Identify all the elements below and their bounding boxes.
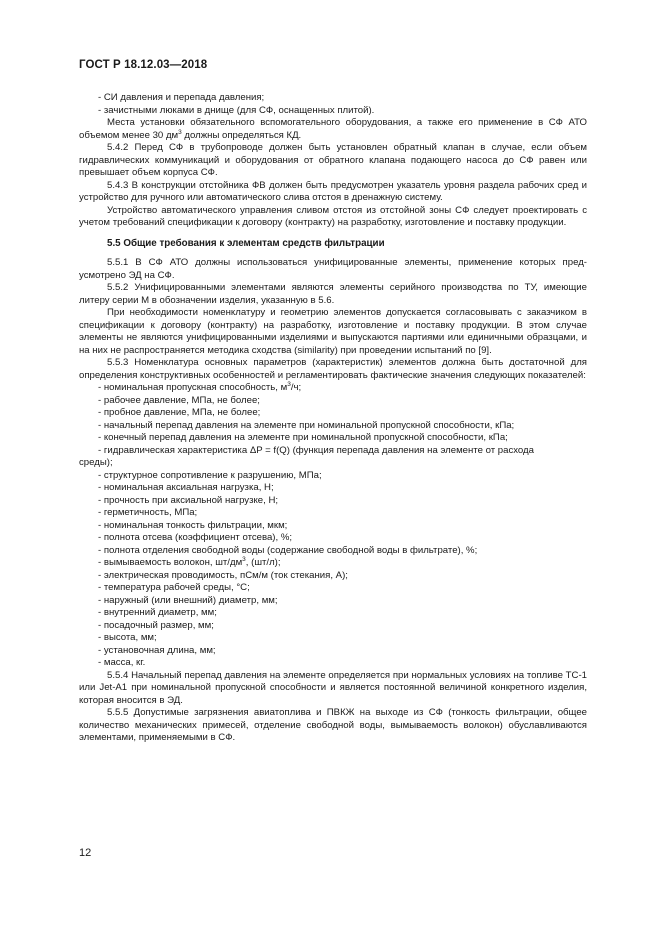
paragraph: Места установки обязательного вспомогательного оборудования, а также его применение в СФ АТО объемом менее 30 $дм^3$ должны определяться КД. xyxy=(79,117,587,141)
list-item: - зачистными люками в днище (для СФ, оснащенных плитой). xyxy=(98,104,375,116)
paragraph-5-5-5: 5.5.5 Допустимые загрязнения авиатоплива и ПВКЖ на выходе из СФ (тонкость фильтрации, общее количество механических примесей, отделение свободной воды, вымываемость волокон) обуславливаются элементами, применяемыми в СФ. xyxy=(79,707,587,743)
document-body xyxy=(79,92,587,745)
list-item: - СИ давления и перепада давления; xyxy=(98,92,265,103)
list-item: - температура рабочей среды, °С; xyxy=(98,582,250,593)
list-item: - электрическая проводимость, пСм/м (ток стекания, А); xyxy=(98,569,348,581)
paragraph-5-5-2: 5.5.2 Унифицированными элементами являются элементы серийного производства по ТУ, имеющие литеру серии М в обозначении изделия, указанную в 5.6. xyxy=(79,282,587,306)
list-item: - конечный перепад давления на элементе при номинальной пропускной способности, кПа; xyxy=(98,432,508,443)
list-item: - наружный (или внешний) диаметр, мм; xyxy=(98,594,278,606)
list-item: - гидравлическая характеристика ΔP = f(Q) (функция перепада давления на элементе от расхода xyxy=(98,444,534,456)
list-item: - полнота отсева (коэффициент отсева), %; xyxy=(98,532,293,543)
paragraph-5-5-4: 5.5.4 Начальный перепад давления на элементе определяется при нормальных условиях на топливе ТС-1 или Jet-A1 при номинальной пропускной способности и является постоянной величиной конкретного изделия, которая вносится в ЭД. xyxy=(79,669,587,706)
list-item: - рабочее давление, МПа, не более; xyxy=(98,394,260,406)
paragraph-5-5-3: 5.5.3 Номенклатура основных параметров (характеристик) элементов должна быть достаточной для определения конструктивных особенностей и регламентировать фактические значения следующих показателей: xyxy=(79,357,587,381)
section-heading: 5.5 Общие требования к элементам средств фильтрации xyxy=(107,237,385,249)
page-header: ГОСТ Р 18.12.03—2018 xyxy=(79,59,208,71)
list-item: - высота, мм; xyxy=(98,632,157,643)
list-item: - прочность при аксиальной нагрузке, Н; xyxy=(98,494,279,506)
page-number: 12 xyxy=(79,847,92,859)
paragraph-5-4-3: 5.4.3 В конструкции отстойника ФВ должен быть предусмотрен указатель уровня раздела рабочих сред и устройство для ручного или автоматического слива отстоя в дренажную систему. xyxy=(79,179,587,203)
list-item: - масса, кг. xyxy=(98,657,146,668)
list-item: - начальный перепад давления на элементе при номинальной пропускной способности, кПа; xyxy=(98,419,515,431)
list-item: - установочная длина, мм; xyxy=(98,644,216,656)
list-item: - номинальная аксиальная нагрузка, Н; xyxy=(98,482,274,493)
list-item: - номинальная пропускная способность, $м^3/ч$; xyxy=(98,380,302,393)
list-item-continuation: среды); xyxy=(79,457,113,468)
list-item: - полнота отделения свободной воды (содержание свободной воды в фильтрате), %; xyxy=(98,544,478,556)
list-item: - герметичность, МПа; xyxy=(98,507,198,518)
list-item: - структурное сопротивление к разрушению, МПа; xyxy=(98,469,322,481)
list-item: - посадочный размер, мм; xyxy=(98,619,214,631)
paragraph: При необходимости номенклатуру и геометрию элементов допускается согласовывать с заказчиком в спецификации к договору (контракту) на разработку, изготовление и поставку продукции. В этом случае элементы не являются унифицированными изделиями и выпускаются партиями или единичными образцами, и на них не распространяется методика сходства (similarity) при проведении испытаний по [9]. xyxy=(79,307,587,356)
list-item: - вымываемость волокон, $шт/дм^3$, (шт/л); xyxy=(98,555,281,568)
paragraph: Устройство автоматического управления сливом отстоя из отстойной зоны СФ следует проектировать с учетом требований спецификации к договору (контракту) на разработку, изготовление и поставку продукции. xyxy=(79,204,587,228)
paragraph-5-4-2: 5.4.2 Перед СФ в трубопроводе должен быть установлен обратный клапан в случае, если объем гидравлических коммуникаций и оборудования от обратного клапана подающего насоса до СФ равен или превышает объем корпуса СФ. xyxy=(79,142,587,178)
list-item: - пробное давление, МПа, не более; xyxy=(98,407,261,418)
list-item: - номинальная тонкость фильтрации, мкм; xyxy=(98,519,288,531)
list-item: - внутренний диаметр, мм; xyxy=(98,607,217,618)
paragraph-5-5-1: 5.5.1 В СФ АТО должны использоваться унифицированные элементы, применение которых предусмотрено ЭД на СФ. xyxy=(79,257,587,281)
